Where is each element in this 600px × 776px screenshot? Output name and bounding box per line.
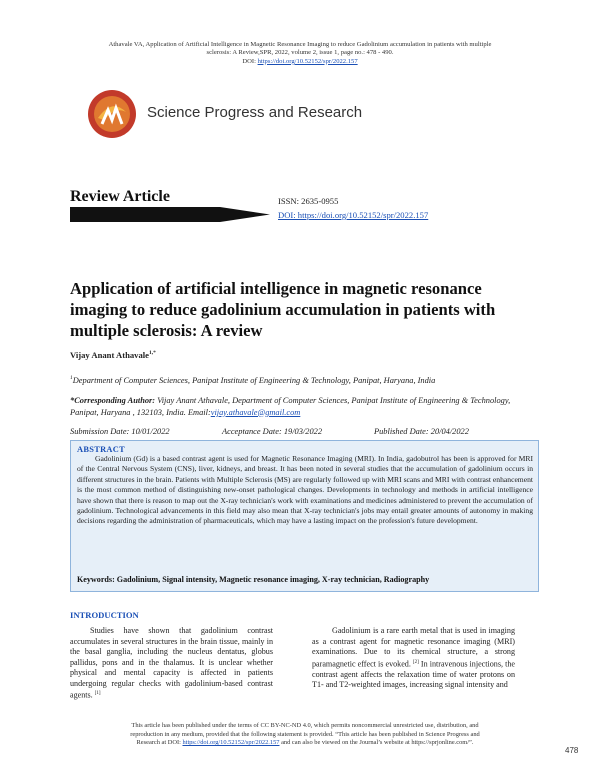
author (70, 350, 156, 360)
page-number: 478 (565, 746, 579, 755)
intro-column-2 (312, 626, 515, 691)
introduction-heading: INTRODUCTION (70, 610, 139, 620)
footer-line-1: This article has been published under the terms of CC BY-NC-ND 4.0, which permits noncommercial unrestricted use, distribution, and (131, 722, 479, 729)
article-doi (278, 210, 428, 220)
keywords: Keywords: Gadolinium, Signal intensity, Magnetic resonance imaging, X-ray technician, Radiography (77, 575, 430, 584)
acceptance-date: Acceptance Date: 19/03/2022 (222, 427, 323, 436)
logo-middle-circle (94, 96, 130, 132)
issn: ISSN: 2635-0955 (278, 196, 339, 206)
intro-col1-text: Studies have shown that gadolinium contrast accumulates in several structures in the brain tissue, mainly in the basal ganglia, including the nucleus dentatus, globus pallidus, pons and in the thalamus. It is unclear whether physical and mental capacity is affected in patients undergoing regular checks with gadolinium-based contrast agents. (70, 626, 273, 700)
affiliation-text: Department of Computer Sciences, Panipat Institute of Engineering & Technology, Panipat, Haryana, India (72, 375, 436, 385)
journal-name: Science Progress and Research (147, 104, 363, 121)
citation-doi-link[interactable]: https://doi.org/10.52152/spr/2022.157 (257, 57, 358, 65)
citation-doi-line (40, 58, 560, 66)
journal-logo-icon (86, 88, 138, 140)
article-doi-link[interactable]: DOI: https://doi.org/10.52152/spr/2022.157 (278, 210, 429, 220)
author-sup: 1,* (148, 350, 156, 357)
intro-col1-ref[interactable]: [1] (94, 691, 101, 696)
intro-col2-text-a: Gadolinium is a rare earth metal that is used in imaging as a contrast agent for magnetic resonance imaging (MRI) examinations. Due to its chemical structure, a strong paramagnetic effect is evoked. (312, 626, 515, 669)
article-type: Review Article (70, 188, 170, 205)
affiliation (70, 375, 435, 385)
footer-line3-a: Research at DOI: (136, 739, 183, 747)
footer-line-2: reproduction in any medium, provided that the following statement is provided. “This article has been published in Science Progress and (130, 730, 480, 738)
arrow-banner-icon (70, 207, 270, 222)
citation-line-2: sclerosis: A Review,SPR, 2022, volume 2, issue 1, page no.: 478 - 490. (206, 49, 394, 57)
citation-header (40, 41, 560, 66)
intro-col2-ref[interactable]: [2] (412, 659, 419, 665)
submission-date: Submission Date: 10/01/2022 (70, 427, 170, 436)
citation-line-1: Athavale VA, Application of Artificial Intelligence in Magnetic Resonance Imaging to reduce Gadolinium accumulation in patients with multiple (108, 41, 492, 48)
published-date: Published Date: 20/04/2022 (374, 427, 469, 436)
abstract-text: Gadolinium (Gd) is a based contrast agent is used for Magnetic Resonance Imaging (MRI). In India, gadobutrol has been is approved for MRI of the Central Nervous System (CNS), liver, kidneys, and breast. It has been noted in several studies that the accumulation of gadolinium occurs in different structures in the brain. Patients with Multiple Sclerosis (MS) are regularly followed up with MRI scans and MRI with contrast enhancement is the most common method of distinguishing new-onset pathological changes. Developments in technology and methods in artificial intelligence have shown that there is reason to map out the X-ray technician's work with examinations and medicines administered to prevent the accumulation of gadolinium. Technological advancements in this field may also mean that X-ray technician's jobs may entail greater amounts of autonomy in making decisions regarding the administration of pharmaceuticals, which may have a lasting impact on the profession's future development. (77, 454, 533, 526)
intro-column-1 (70, 626, 273, 701)
intro-col2-text-b: In intravenous injections, the contrast agent affects the relaxation time of water protons on T1- and T2-weighted images, increasing signal intensity and (312, 659, 515, 690)
citation-doi-label: DOI: (242, 57, 258, 65)
abstract-heading: ABSTRACT (77, 445, 126, 454)
license-footer (70, 722, 540, 748)
footer-doi-link[interactable]: https://doi.org/10.52152/spr/2022.157 (182, 739, 280, 747)
corresponding-author (70, 395, 540, 418)
corresponding-label: *Corresponding Author: (70, 396, 156, 405)
footer-line-3 (70, 739, 540, 748)
footer-line3-b: and can also be viewed on the Journal’s website at https://sprjonline.com/”. (279, 739, 474, 747)
email-link[interactable]: vijay.athavale@gmail.com (210, 407, 301, 417)
author-name: Vijay Anant Athavale (70, 350, 149, 360)
affiliation-sup: 1 (70, 375, 73, 381)
article-title: Application of artificial intelligence in magnetic resonance imaging to reduce gadolinium accumulation in patients with multiple sclerosis: A review (70, 279, 496, 340)
corresponding-text: Vijay Anant Athavale, Department of Computer Sciences, Panipat Institute of Engineering & Technology, Panipat, Haryana , 132103, India. Email: (70, 396, 511, 417)
